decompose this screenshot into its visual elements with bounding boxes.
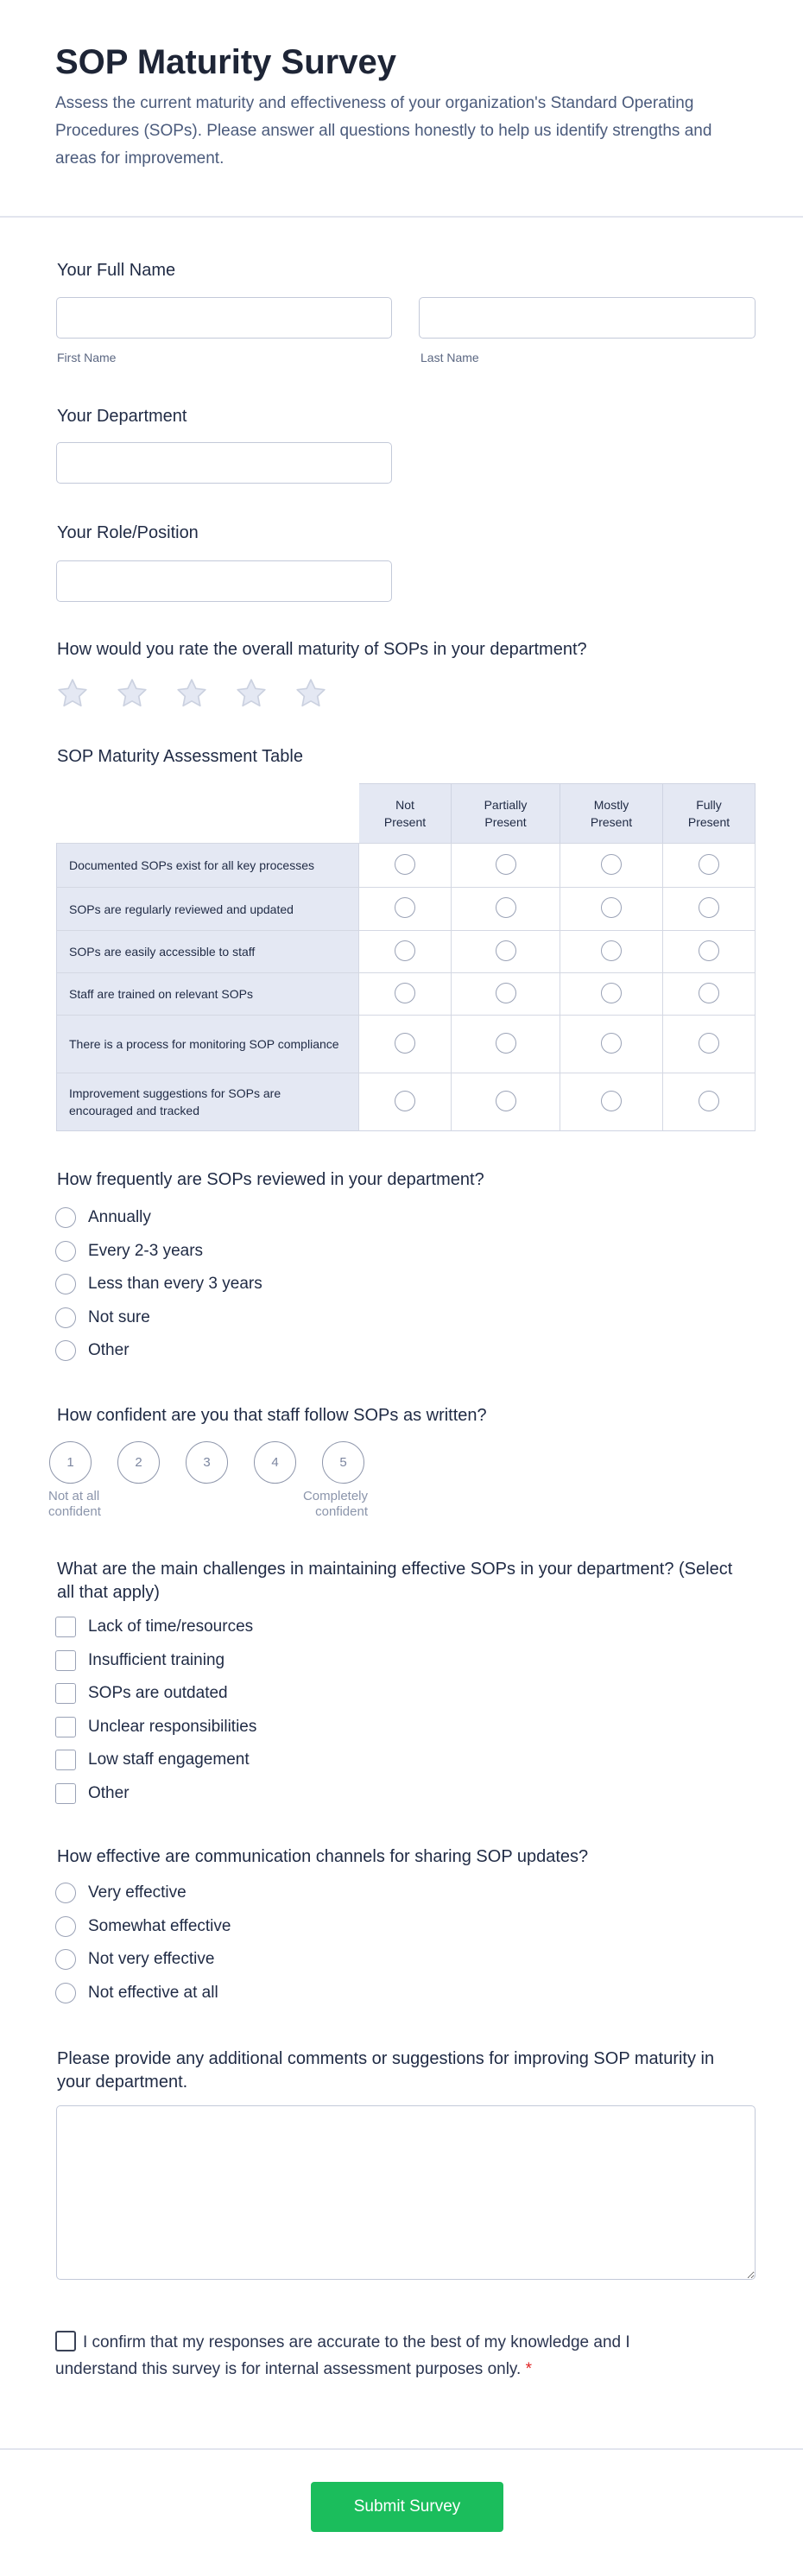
matrix-cell bbox=[359, 843, 452, 887]
frequency-option[interactable] bbox=[55, 1241, 203, 1262]
radio-button[interactable] bbox=[55, 1949, 76, 1970]
option-label: Every 2-3 years bbox=[88, 1241, 204, 1260]
column-header-text: Not bbox=[395, 798, 414, 812]
matrix-cell bbox=[560, 930, 663, 972]
checkbox[interactable] bbox=[55, 1783, 76, 1804]
matrix-radio[interactable] bbox=[496, 1033, 516, 1054]
matrix-row bbox=[56, 930, 756, 972]
matrix-cell bbox=[452, 930, 560, 972]
matrix-radio[interactable] bbox=[699, 1033, 719, 1054]
matrix-row bbox=[56, 843, 756, 887]
radio-button[interactable] bbox=[55, 1207, 76, 1228]
star-icon[interactable] bbox=[234, 676, 269, 711]
last-name-sublabel: Last Name bbox=[420, 351, 479, 364]
challenges-option[interactable] bbox=[55, 1683, 228, 1704]
frequency-option[interactable] bbox=[55, 1340, 130, 1361]
column-header-text: Mostly bbox=[593, 798, 629, 812]
matrix-row bbox=[56, 887, 756, 930]
option-label: Not sure bbox=[88, 1307, 150, 1326]
checkbox[interactable] bbox=[55, 1650, 76, 1671]
matrix-radio[interactable] bbox=[395, 897, 415, 918]
matrix-column-header bbox=[560, 783, 663, 843]
matrix-cell bbox=[560, 1015, 663, 1073]
matrix-cell bbox=[663, 887, 756, 930]
option-label: SOPs are outdated bbox=[88, 1684, 228, 1702]
challenges-option[interactable] bbox=[55, 1783, 130, 1804]
communication-option[interactable] bbox=[55, 1983, 218, 2003]
frequency-option[interactable] bbox=[55, 1307, 150, 1328]
comments-textarea[interactable] bbox=[56, 2105, 756, 2280]
last-name-input[interactable] bbox=[419, 297, 756, 339]
matrix-radio[interactable] bbox=[601, 854, 622, 875]
matrix-radio[interactable] bbox=[395, 1033, 415, 1054]
rating-question: How would you rate the overall maturity of SOPs in your department? bbox=[57, 640, 587, 659]
option-label: Other bbox=[88, 1341, 130, 1359]
matrix-radio[interactable] bbox=[496, 854, 516, 875]
matrix-cell bbox=[452, 1073, 560, 1131]
column-header-text: Present bbox=[484, 815, 527, 829]
matrix-cell bbox=[359, 1073, 452, 1131]
communication-question: How effective are communication channels for sharing SOP updates? bbox=[57, 1847, 589, 1866]
challenges-option[interactable] bbox=[55, 1650, 224, 1671]
matrix-radio[interactable] bbox=[601, 983, 622, 1003]
matrix-radio[interactable] bbox=[496, 1091, 516, 1111]
matrix-cell bbox=[663, 972, 756, 1015]
matrix-radio[interactable] bbox=[699, 854, 719, 875]
page-title: SOP Maturity Survey bbox=[55, 43, 396, 81]
matrix-radio[interactable] bbox=[496, 940, 516, 961]
radio-button[interactable] bbox=[55, 1916, 76, 1937]
role-input[interactable] bbox=[56, 560, 392, 602]
option-label: Unclear responsibilities bbox=[88, 1717, 257, 1736]
required-asterisk: * bbox=[525, 2360, 532, 2378]
star-icon[interactable] bbox=[294, 676, 328, 711]
department-input[interactable] bbox=[56, 442, 392, 484]
radio-button[interactable] bbox=[55, 1241, 76, 1262]
matrix-row-label: Staff are trained on relevant SOPs bbox=[56, 972, 359, 1015]
radio-button[interactable] bbox=[55, 1307, 76, 1328]
matrix-row bbox=[56, 972, 756, 1015]
matrix-cell bbox=[560, 972, 663, 1015]
communication-option[interactable] bbox=[55, 1949, 214, 1970]
matrix-radio[interactable] bbox=[699, 940, 719, 961]
matrix-row-label: SOPs are regularly reviewed and updated bbox=[56, 887, 359, 930]
matrix-title: SOP Maturity Assessment Table bbox=[57, 747, 303, 766]
matrix-radio[interactable] bbox=[601, 1033, 622, 1054]
option-label: Annually bbox=[88, 1208, 151, 1226]
scale-option-3[interactable]: 3 bbox=[186, 1441, 228, 1484]
communication-option[interactable] bbox=[55, 1883, 187, 1903]
column-header-text: Partially bbox=[484, 798, 528, 812]
matrix-cell bbox=[560, 1073, 663, 1131]
option-label: Lack of time/resources bbox=[88, 1617, 254, 1636]
scale-option-1[interactable]: 1 bbox=[49, 1441, 92, 1484]
matrix-row bbox=[56, 1073, 756, 1131]
matrix-radio[interactable] bbox=[395, 854, 415, 875]
radio-button[interactable] bbox=[55, 1340, 76, 1361]
scale-option-5[interactable]: 5 bbox=[322, 1441, 364, 1484]
matrix-column-header bbox=[359, 783, 452, 843]
matrix-cell bbox=[452, 1015, 560, 1073]
matrix-cell bbox=[560, 843, 663, 887]
maturity-matrix bbox=[56, 783, 756, 1131]
matrix-radio[interactable] bbox=[395, 940, 415, 961]
challenges-question: What are the main challenges in maintaining effective SOPs in your department? (Select all that apply) bbox=[57, 1560, 733, 1602]
matrix-row-label: SOPs are easily accessible to staff bbox=[56, 930, 359, 972]
matrix-radio[interactable] bbox=[496, 897, 516, 918]
first-name-sublabel: First Name bbox=[57, 351, 117, 364]
option-label: Low staff engagement bbox=[88, 1750, 250, 1769]
scale-high-label: Completely confident bbox=[302, 1489, 368, 1519]
matrix-radio[interactable] bbox=[601, 940, 622, 961]
matrix-row-label: Improvement suggestions for SOPs are encouraged and tracked bbox=[56, 1073, 359, 1131]
submit-button[interactable]: Submit Survey bbox=[311, 2482, 503, 2532]
option-label: Not very effective bbox=[88, 1950, 215, 1968]
confirm-block bbox=[55, 2329, 677, 2383]
matrix-radio[interactable] bbox=[601, 897, 622, 918]
full-name-label: Your Full Name bbox=[57, 261, 176, 280]
option-label: Less than every 3 years bbox=[88, 1275, 262, 1293]
option-label: Somewhat effective bbox=[88, 1916, 231, 1935]
scale-low-label: Not at all confident bbox=[48, 1489, 101, 1519]
matrix-cell bbox=[663, 1073, 756, 1131]
column-header-text: Present bbox=[590, 815, 633, 829]
challenges-option[interactable] bbox=[55, 1750, 250, 1770]
confidence-question: How confident are you that staff follow SOPs as written? bbox=[57, 1406, 487, 1425]
checkbox[interactable] bbox=[55, 1750, 76, 1770]
footer-divider bbox=[0, 2448, 803, 2450]
matrix-radio[interactable] bbox=[395, 983, 415, 1003]
matrix-cell bbox=[560, 887, 663, 930]
radio-button[interactable] bbox=[55, 1983, 76, 2003]
matrix-radio[interactable] bbox=[699, 897, 719, 918]
star-icon[interactable] bbox=[174, 676, 209, 711]
communication-option[interactable] bbox=[55, 1916, 231, 1937]
checkbox[interactable] bbox=[55, 1717, 76, 1737]
frequency-question: How frequently are SOPs reviewed in your department? bbox=[57, 1170, 484, 1189]
star-icon[interactable] bbox=[55, 676, 90, 711]
matrix-row-label: Documented SOPs exist for all key processes bbox=[56, 843, 359, 887]
matrix-cell bbox=[359, 972, 452, 1015]
matrix-column-header bbox=[452, 783, 560, 843]
matrix-cell bbox=[452, 843, 560, 887]
matrix-cell bbox=[663, 930, 756, 972]
matrix-cell bbox=[452, 887, 560, 930]
matrix-cell bbox=[663, 843, 756, 887]
matrix-cell bbox=[359, 1015, 452, 1073]
scale-option-2[interactable]: 2 bbox=[117, 1441, 160, 1484]
department-label: Your Department bbox=[57, 407, 187, 426]
column-header-text: Present bbox=[687, 815, 730, 829]
matrix-row bbox=[56, 1015, 756, 1073]
radio-button[interactable] bbox=[55, 1883, 76, 1903]
frequency-option[interactable] bbox=[55, 1207, 151, 1228]
divider bbox=[0, 216, 803, 218]
matrix-radio[interactable] bbox=[699, 1091, 719, 1111]
matrix-cell bbox=[452, 972, 560, 1015]
comments-question: Please provide any additional comments or suggestions for improving SOP maturity in your department. bbox=[57, 2049, 715, 2092]
challenges-option[interactable] bbox=[55, 1717, 256, 1737]
matrix-column-header bbox=[663, 783, 756, 843]
matrix-radio[interactable] bbox=[395, 1091, 415, 1111]
scale-option-4[interactable]: 4 bbox=[254, 1441, 296, 1484]
role-label: Your Role/Position bbox=[57, 523, 199, 542]
column-header-text: Present bbox=[383, 815, 427, 829]
checkbox[interactable] bbox=[55, 1617, 76, 1637]
matrix-row-label: There is a process for monitoring SOP compliance bbox=[56, 1015, 359, 1073]
option-label: Not effective at all bbox=[88, 1983, 218, 2002]
matrix-cell bbox=[663, 1015, 756, 1073]
option-label: Other bbox=[88, 1783, 130, 1802]
option-label: Insufficient training bbox=[88, 1650, 225, 1669]
confirm-text: I confirm that my responses are accurate to the best of my knowledge and I understand this survey is for internal assessment purposes only. bbox=[55, 2333, 630, 2378]
first-name-input[interactable] bbox=[56, 297, 392, 339]
matrix-cell bbox=[359, 930, 452, 972]
matrix-radio[interactable] bbox=[496, 983, 516, 1003]
star-icon[interactable] bbox=[115, 676, 149, 711]
option-label: Very effective bbox=[88, 1883, 187, 1902]
radio-button[interactable] bbox=[55, 1274, 76, 1294]
confirm-checkbox[interactable] bbox=[55, 2331, 76, 2351]
matrix-radio[interactable] bbox=[699, 983, 719, 1003]
checkbox[interactable] bbox=[55, 1683, 76, 1704]
column-header-text: Fully bbox=[696, 798, 722, 812]
page-description: Assess the current maturity and effectiveness of your organization's Standard Operating Procedures (SOPs). Please answer all questions honestly to help us identify strengths and areas for improvement. bbox=[55, 94, 712, 168]
frequency-option[interactable] bbox=[55, 1274, 262, 1294]
matrix-cell bbox=[359, 887, 452, 930]
matrix-radio[interactable] bbox=[601, 1091, 622, 1111]
challenges-option[interactable] bbox=[55, 1617, 253, 1637]
